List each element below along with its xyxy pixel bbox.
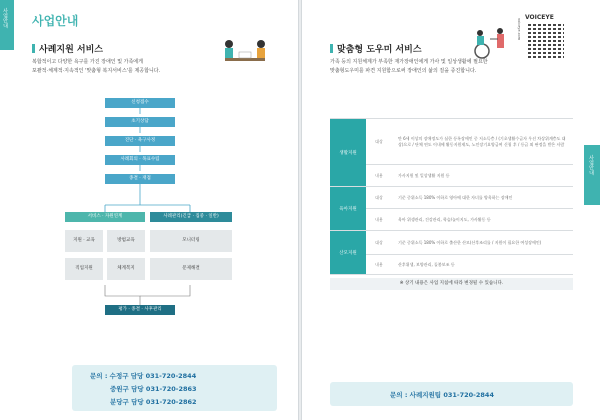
flow-cell: 체계복지 <box>107 258 145 280</box>
type-cell: 대상 <box>366 119 392 165</box>
type-cell: 내용 <box>366 255 392 275</box>
table-row <box>330 231 573 255</box>
table-row <box>330 209 573 231</box>
right-page-tab: 사업안내 <box>584 145 600 205</box>
detail-cell: 기준 중위소득 180% 이하로 영아에 대한 자녀를 양육하는 장애인 <box>392 187 573 209</box>
left-section-title: 사례지원 서비스 <box>32 42 103 55</box>
helper-service-table <box>330 118 573 275</box>
type-cell: 대상 <box>366 231 392 255</box>
detail-cell: 기준 중위소득 180% 이하로 출산한 산모(산후조리를 / 지원이 필요한 여성장애인) <box>392 231 573 255</box>
type-cell: 내용 <box>366 165 392 187</box>
table-row <box>330 255 573 275</box>
services-header: 서비스 · 자원연계 <box>65 212 145 222</box>
flow-cell: 지원 · 교육 <box>65 230 103 252</box>
flow-step-4: 사례회의 · 목표수립 <box>105 155 175 165</box>
voiceye-url: voiceye.com <box>517 18 521 41</box>
case-management-header: 사례관리(긴급 · 집중 · 일반) <box>150 212 232 222</box>
flow-step-3: 진단 · 욕구사정 <box>105 136 175 146</box>
left-inquiry-box: 문의 : 수정구 담당 031-720-2844 중원구 담당 031-720-2863 분당구 담당 031-720-2862 <box>72 365 277 411</box>
detail-cell: 산후위생, 보양관리, 돌봄보조 등 <box>392 255 573 275</box>
left-page-tab: 사업안내 <box>0 0 14 50</box>
flow-step-2: 초기상담 <box>105 117 175 127</box>
wheelchair-illustration <box>470 25 510 60</box>
right-section-desc: 가족 등의 지원체계가 부족한 재가장애인에게 가사 및 일상생활에 필요한 맞춤형도우미를 파견 지원함으로써 장애인의 삶의 질을 증진합니다. <box>330 59 488 74</box>
page-title: 사업안내 <box>32 14 79 28</box>
flow-cell: 방범교육 <box>107 230 145 252</box>
table-note: ※ 상기 내용은 사업 지침에 따라 변경될 수 있습니다. <box>330 278 573 290</box>
detail-cell: 가사지원 및 일상생활 지원 등 <box>392 165 573 187</box>
qr-overlay <box>528 22 564 58</box>
flow-cell: 문제해결 <box>150 258 232 280</box>
detail-cell: 만 6세 이상의 장애정도가 심한 등록장애인 중 저소득층 / (기초생활수급자 우선 차상위계층도 대상)으로 / 단체 연도 이내에 활동지원제도, 노인장기요양급여 신청 후 / 등급 외 판정을 받은 사람 <box>392 119 573 165</box>
section-bar-icon <box>330 44 333 53</box>
detail-cell: 육아 위생관리, 건강관리, 학습/놀이지도, 가사활동 등 <box>392 209 573 231</box>
flow-step-5: 종결 · 재접 <box>105 174 175 184</box>
right-inquiry-box: 문의 : 사례지원팀 031-720-2844 <box>330 382 573 406</box>
table-row <box>330 165 573 187</box>
category-cell: 생활지원 <box>330 119 366 187</box>
flow-step-1: 신청접수 <box>105 98 175 108</box>
table-row <box>330 119 573 165</box>
category-cell: 육아지원 <box>330 187 366 231</box>
flow-cell: 모니터링 <box>150 230 232 252</box>
right-section-title: 맞춤형 도우미 서비스 <box>330 42 422 55</box>
voiceye-logo: VOICEYE <box>525 14 554 21</box>
flow-final-step: 평가 · 종결 · 사후관리 <box>105 305 175 315</box>
table-row <box>330 187 573 209</box>
type-cell: 내용 <box>366 209 392 231</box>
type-cell: 대상 <box>366 187 392 209</box>
left-section-desc: 복합적이고 다양한 욕구를 가진 장애인 및 가족에게 포괄적·체계적·지속적인 '맞춤형 복지서비스'를 제공합니다. <box>32 59 161 74</box>
flow-cell: 직업지원 <box>65 258 103 280</box>
category-cell: 산모지원 <box>330 231 366 275</box>
flow-connectors <box>0 0 300 330</box>
